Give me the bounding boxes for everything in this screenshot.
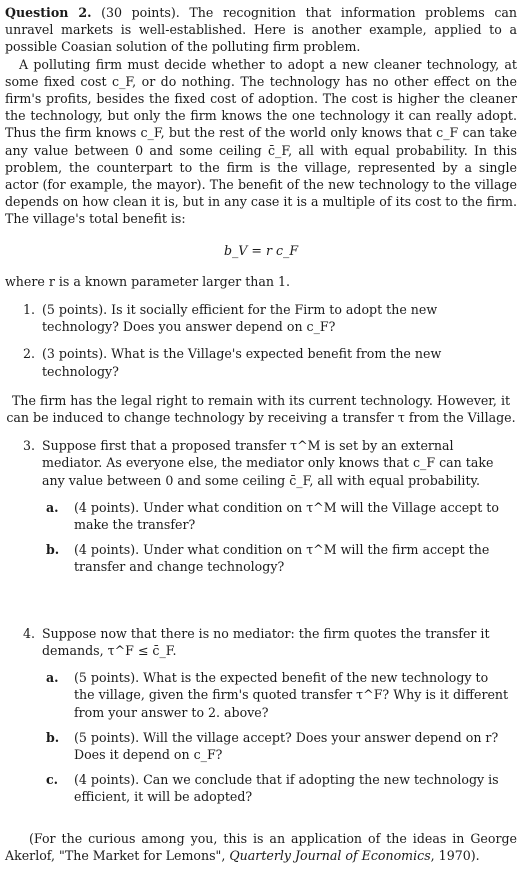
item-number: 4. [23,625,36,641]
item-text: Suppose now that there is no mediator: the firm quotes the transfer it demands, τ^F ≤ c̄_F. [42,625,490,658]
question-item-2 [5,345,517,379]
subquestion-list [42,499,511,576]
sub-letter: b. [46,542,60,558]
sub-text: (5 points). What is the expected benefit of the new technology to the village, given the firm's quoted transfer τ^F? Why is it different from your answer to 2. above? [74,670,509,720]
sub-letter: b. [46,729,60,745]
subquestion-4c [42,771,511,805]
question-list-3 [5,625,517,806]
item-text: (3 points). What is the Village's expected benefit from the new technology? [42,346,442,379]
question-item-4 [5,625,517,806]
sub-text: (4 points). Under what condition on τ^M will the Village accept to make the transfer? [74,499,499,533]
setup-paragraph: A polluting firm must decide whether to adopt a new cleaner technology, at some fixed cost c_F, or do nothing. The technology has no other effect on the firm's profits, besides the fixed cost of adoption. The cost is higher the cleaner the technology, but only the firm knows the one technology it can really adopt. Thus the firm knows c_F, but the rest of the world only knows that c_F can take any value between 0 and some ceiling c̄_F, all with equal probability. In this problem, the counterpart to the firm is the village, represented by a single actor (for example, the mayor). The benefit of the new technology to the village depends on how clean it is, but in any case it is a multiple of its cost to the firm. The village's total benefit is: [5,56,517,227]
parameter-note: where r is a known parameter larger than 1. [5,273,291,289]
question-list-2 [5,437,517,575]
footnote-post: , 1970). [430,847,480,863]
sub-text: (4 points). Under what condition on τ^M will the firm accept the transfer and change technology? [74,542,490,575]
item-text: Suppose first that a proposed transfer τ^M is set by an external mediator. As everyone else, the mediator only knows that c_F can take any value between 0 and some ceiling c̄_F, all with equal probability. [42,438,494,488]
footnote-pre: (For the curious among you, this is an application of the ideas in George Akerlof, "The Market for Lemons", [5,830,517,863]
item-number: 2. [23,346,36,362]
question-item-3 [5,437,517,575]
subquestion-4a [42,669,511,721]
sub-text: (5 points). Will the village accept? Does your answer depend on r? Does it depend on c_F? [74,729,499,762]
subquestion-3b [42,541,511,575]
question-label: Question 2. [5,5,92,20]
sub-text: (4 points). Can we conclude that if adopting the new technology is efficient, it will be adopted? [74,772,499,805]
item-text: (5 points). Is it socially efficient for the Firm to adopt the new technology? Does you answer depend on c_F? [42,302,438,335]
sub-letter: c. [46,772,59,788]
item-number: 3. [23,438,36,454]
question-list-1 [5,301,517,380]
benefit-equation: b_V = r c_F [223,242,299,258]
question-intro: The recognition that information problems can unravel markets is well-established. Here is another example, applied to a possible Coasian solution of the polluting firm problem. [5,5,517,55]
journal-name: Quarterly Journal of Economics [229,847,431,863]
subquestion-list [42,669,511,805]
transfer-paragraph: The firm has the legal right to remain with its current technology. However, it can be induced to change technology by receiving a transfer τ from the Village. [6,392,516,426]
subquestion-3a [42,499,511,533]
question-header [5,4,517,56]
item-number: 1. [23,302,36,318]
sub-letter: a. [46,499,59,515]
akerlof-footnote [5,830,517,864]
subquestion-4b [42,729,511,763]
sub-letter: a. [46,670,59,686]
question-item-1 [5,301,517,335]
question-points: (30 points). [101,5,180,20]
